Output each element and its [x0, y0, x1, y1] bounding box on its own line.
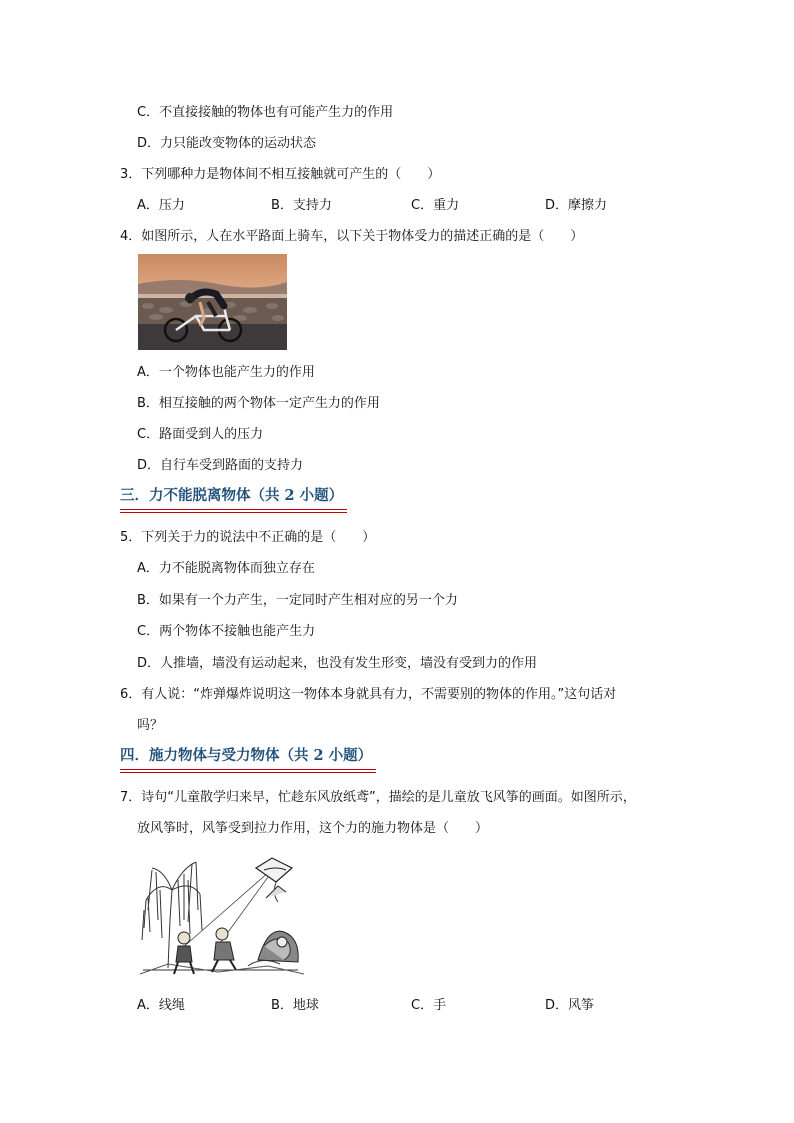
kite-flying-illustration-svg [138, 850, 306, 978]
q6-stem-line1: 6．有人说：“炸弹爆炸说明这一物体本身就具有力，不需要别的物体的作用。”这句话对 [120, 687, 617, 702]
q4-option-d: D．自行车受到路面的支持力 [137, 458, 304, 473]
section-3-heading [120, 486, 343, 506]
q3-option-c: C．重力 [411, 198, 460, 213]
section-3-underline [120, 509, 347, 510]
q7-option-c: C．手 [411, 998, 447, 1013]
q3-option-b: B．支持力 [271, 198, 332, 213]
q2-option-c: C．不直接接触的物体也有可能产生力的作用 [137, 105, 394, 120]
q3-stem: 3．下列哪种力是物体间不相互接触就可产生的（ ） [120, 167, 441, 182]
q7-stem-line1: 7．诗句“儿童散学归来早，忙趁东风放纸鸢”，描绘的是儿童放飞风筝的画面。如图所示， [120, 790, 636, 805]
q6-stem-line2: 吗？ [137, 718, 164, 733]
q5-option-b: B．如果有一个力产生，一定同时产生相对应的另一个力 [137, 593, 458, 608]
kite-flying-illustration [138, 850, 306, 978]
q4-option-c: C．路面受到人的压力 [137, 427, 264, 442]
q5-option-a: A．力不能脱离物体而独立存在 [137, 561, 315, 576]
section-4-heading [120, 746, 372, 766]
q5-option-c: C．两个物体不接触也能产生力 [137, 624, 316, 639]
q4-option-b: B．相互接触的两个物体一定产生力的作用 [137, 396, 380, 411]
section-3-underline-2 [120, 512, 347, 513]
cyclist-photo-svg [138, 254, 287, 350]
section-4-underline-2 [120, 772, 376, 773]
section-4-title: 四．施力物体与受力物体（共 2 小题） [120, 747, 373, 764]
q7-option-a: A．线绳 [137, 998, 185, 1013]
q7-stem-line2: 放风筝时，风筝受到拉力作用，这个力的施力物体是（ ） [137, 821, 489, 836]
q2-option-d: D．力只能改变物体的运动状态 [137, 136, 317, 151]
q5-option-d: D．人推墙，墙没有运动起来，也没有发生形变，墙没有受到力的作用 [137, 656, 538, 671]
q7-option-b: B．地球 [271, 998, 319, 1013]
section-4-underline [120, 769, 376, 770]
q5-stem: 5．下列关于力的说法中不正确的是（ ） [120, 530, 376, 545]
q4-option-a: A．一个物体也能产生力的作用 [137, 365, 315, 380]
section-3-title: 三．力不能脱离物体（共 2 小题） [120, 487, 344, 504]
q7-option-d: D．风筝 [545, 998, 595, 1013]
q4-stem: 4．如图所示，人在水平路面上骑车，以下关于物体受力的描述正确的是（ ） [120, 229, 584, 244]
q3-option-d: D．摩擦力 [545, 198, 608, 213]
q3-option-a: A．压力 [137, 198, 185, 213]
cyclist-photo [138, 254, 287, 350]
